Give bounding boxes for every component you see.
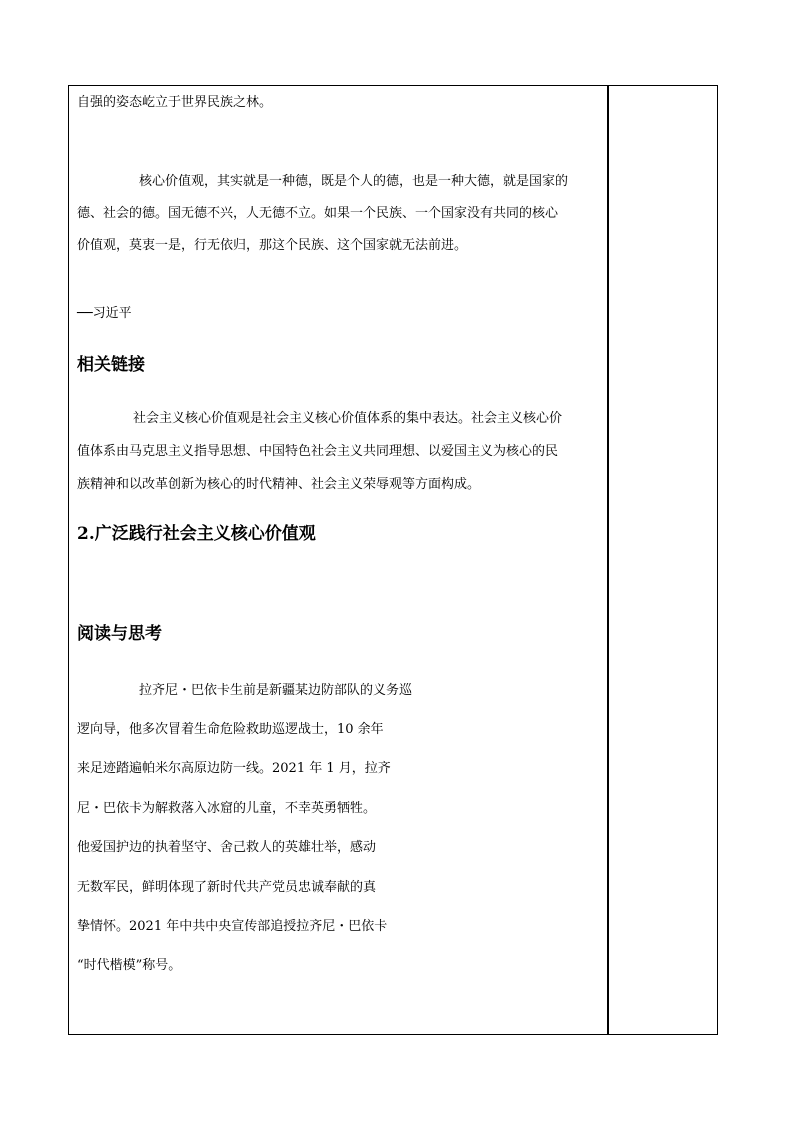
notes-cell xyxy=(609,86,717,1034)
reading-line-6: 无数军民，鲜明体现了新时代共产党员忠诚奉献的真 xyxy=(77,880,377,895)
reading-line-4: 尼・巴依卡为解救落入冰窟的儿童，不幸英勇牺牲。 xyxy=(77,801,377,816)
section-2-title: 广泛践行社会主义核心价值观 xyxy=(94,524,316,544)
content-table xyxy=(68,85,718,1035)
related-links-heading: 相关链接 xyxy=(77,355,145,375)
quote-attribution: ──习近平 xyxy=(77,306,132,321)
quote-line-2: 德、社会的德。国无德不兴，人无德不立。如果一个民族、一个国家没有共同的核心 xyxy=(77,206,559,221)
quote-line-1: 核心价值观，其实就是一种德，既是个人的德，也是一种大德，就是国家的 xyxy=(139,174,569,189)
reading-line-1: 拉齐尼・巴依卡生前是新疆某边防部队的义务巡 xyxy=(139,683,413,698)
reading-line-5: 他爱国护边的执着坚守、舍己救人的英雄壮举，感动 xyxy=(77,840,377,855)
intro-paragraph-end: 自强的姿态屹立于世界民族之林。 xyxy=(77,95,273,110)
related-line-2: 值体系由马克思主义指导思想、中国特色社会主义共同理想、以爱国主义为核心的民 xyxy=(77,444,559,459)
reading-line-2: 逻向导，他多次冒着生命危险救助巡逻战士，10 余年 xyxy=(77,722,384,737)
reading-heading: 阅读与思考 xyxy=(77,624,162,644)
section-2-number: 2. xyxy=(77,524,95,544)
main-content-cell xyxy=(69,86,607,1034)
section-2-heading xyxy=(77,524,316,544)
quote-line-3: 价值观，莫衷一是，行无依归，那这个民族、这个国家就无法前进。 xyxy=(77,238,468,253)
reading-line-8: “时代楷模”称号。 xyxy=(77,958,182,973)
reading-line-3: 来足迹踏遍帕米尔高原边防一线。2021 年 1 月，拉齐 xyxy=(77,761,391,776)
related-line-3: 族精神和以改革创新为核心的时代精神、社会主义荣辱观等方面构成。 xyxy=(77,477,481,492)
related-line-1: 社会主义核心价值观是社会主义核心价值体系的集中表达。社会主义核心价 xyxy=(133,411,563,426)
reading-line-7: 挚情怀。2021 年中共中央宣传部追授拉齐尼・巴依卡 xyxy=(77,919,388,934)
